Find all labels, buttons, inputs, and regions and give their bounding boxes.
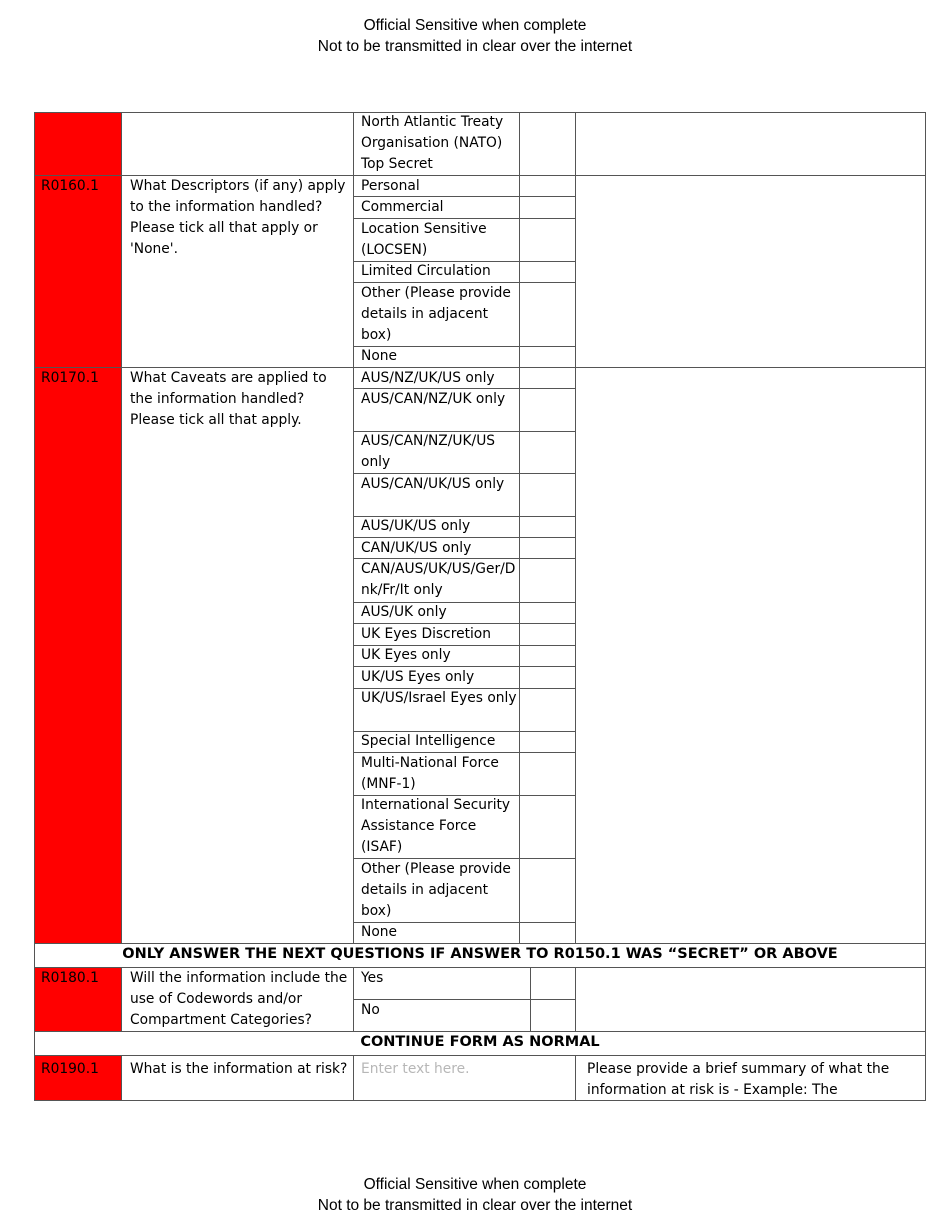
footer-marking (0, 1174, 950, 1216)
tick-column[interactable] (520, 368, 575, 943)
option-locsen: Location Sensitive (LOCSEN) (361, 221, 487, 258)
option-caveat: AUS/CAN/UK/US only (361, 476, 505, 492)
footer-line-1: Official Sensitive when complete (363, 1176, 587, 1193)
question-code: R0190.1 (41, 1061, 99, 1077)
details-box[interactable] (576, 176, 925, 367)
question-code: R0160.1 (41, 178, 99, 194)
question-text: Will the information include the use of Codewords and/or Compartment Categories? (130, 970, 348, 1028)
footer-line-2: Not to be transmitted in clear over the internet (317, 1197, 633, 1214)
option-caveat: UK Eyes only (361, 647, 451, 663)
question-text: What Caveats are applied to the information handled? Please tick all that apply. (130, 370, 327, 428)
guidance-text: Please provide a brief summary of what the information at risk is - Example: The (587, 1061, 890, 1098)
option-caveat: AUS/UK only (361, 604, 447, 620)
option-personal: Personal (361, 178, 420, 194)
tick-box-no[interactable] (531, 1000, 575, 1031)
header-line-1: Official Sensitive when complete (363, 17, 587, 34)
question-text: What is the information at risk? (130, 1061, 348, 1077)
details-box[interactable] (576, 968, 925, 1031)
option-caveat: UK/US Eyes only (361, 669, 475, 685)
tick-box[interactable] (519, 112, 575, 175)
option-caveat: AUS/NZ/UK/US only (361, 370, 495, 386)
details-box[interactable] (576, 368, 925, 943)
tick-column[interactable] (520, 176, 575, 367)
conditional-banner: ONLY ANSWER THE NEXT QUESTIONS IF ANSWER TO R0150.1 WAS “SECRET” OR ABOVE (122, 946, 838, 962)
question-text: What Descriptors (if any) apply to the information handled? Please tick all that apply or 'None'. (130, 178, 346, 257)
question-code: R0170.1 (41, 370, 99, 386)
question-code: R0180.1 (41, 970, 99, 986)
option-none: None (361, 924, 397, 940)
answer-text-input[interactable]: Enter text here. (361, 1061, 470, 1077)
option-limited-circulation: Limited Circulation (361, 263, 491, 279)
option-caveat: Special Intelligence (361, 733, 496, 749)
continue-banner: CONTINUE FORM AS NORMAL (360, 1034, 600, 1050)
header-marking (0, 15, 950, 57)
option-nato-top-secret: North Atlantic Treaty Organisation (NATO) Top Secret (361, 114, 504, 172)
option-caveat: CAN/UK/US only (361, 540, 472, 556)
option-caveat: AUS/UK/US only (361, 518, 471, 534)
option-no: No (361, 1002, 380, 1018)
option-caveat: UK/US/Israel Eyes only (361, 690, 517, 706)
option-commercial: Commercial (361, 199, 444, 215)
header-line-2: Not to be transmitted in clear over the internet (317, 38, 633, 55)
option-caveat: AUS/CAN/NZ/UK/US only (361, 433, 496, 470)
option-caveat: International Security Assistance Force (ISAF) (361, 797, 511, 855)
form-table (34, 112, 926, 1101)
option-caveat: AUS/CAN/NZ/UK only (361, 391, 506, 407)
option-caveat: CAN/AUS/UK/US/Ger/Dnk/Fr/It only (361, 561, 516, 598)
option-caveat: Multi-National Force (MNF-1) (361, 755, 499, 792)
tick-box-yes[interactable] (531, 968, 575, 999)
option-other: Other (Please provide details in adjacent box) (361, 285, 511, 343)
option-caveat: UK Eyes Discretion (361, 626, 491, 642)
option-yes: Yes (361, 970, 384, 986)
option-none: None (361, 348, 397, 364)
option-other: Other (Please provide details in adjacent box) (361, 861, 511, 919)
